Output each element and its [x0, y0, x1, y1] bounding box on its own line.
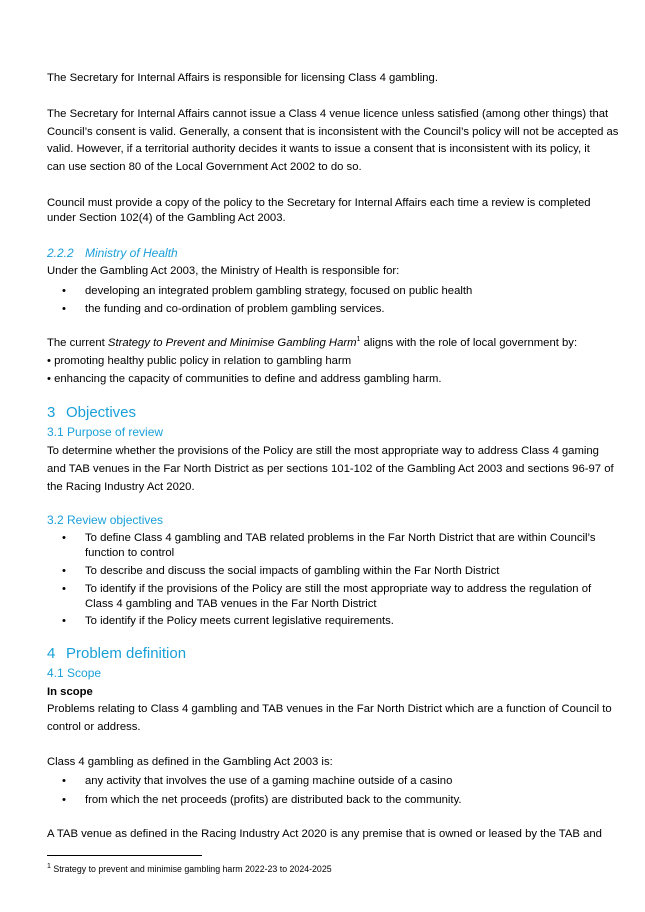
- paragraph-scope-line: Problems relating to Class 4 gambling and TAB venues in the Far North District which are a function of Council to: [47, 703, 612, 715]
- heading-title: Objectives: [66, 404, 137, 421]
- heading-title: Problem definition: [66, 645, 187, 662]
- bullet-marker: •: [62, 775, 66, 787]
- bullet-marker: •: [62, 615, 66, 627]
- bullet-marker: •: [62, 565, 66, 577]
- paragraph-scope-line: control or address.: [47, 721, 141, 733]
- bullet-marker: •: [62, 583, 66, 595]
- paragraph-consent-line: valid. However, if a territorial authority decides it wants to issue a consent that is inconsistent with its policy, it: [47, 143, 590, 155]
- paragraph-strategy: The current Strategy to Prevent and Minimise Gambling Harm$^1$ aligns with the role of local government by:: [47, 336, 578, 349]
- in-scope-label: In scope: [47, 686, 93, 698]
- paragraph-purpose-line: the Racing Industry Act 2020.: [47, 481, 195, 493]
- paragraph-purpose-line: To determine whether the provisions of the Policy are still the most appropriate way to address Class 4 gaming: [47, 445, 599, 457]
- heading-title: Ministry of Health: [85, 246, 178, 260]
- heading-3-2-review-objectives: 3.2 Review objectives: [47, 513, 164, 527]
- heading-number: 2.2.2: [47, 246, 74, 260]
- document-page: The Secretary for Internal Affairs is responsible for licensing Class 4 gambling. The Secretary for Internal Affairs cannot issue a Class 4 venue licence unless satisfied (among other things) that Council’s consent is valid. Generally, a consent that is inconsistent with the Council’s policy will not be accepted as valid. However, if a territorial authority decides it wants to issue a consent that is inconsistent with its policy, it can use section 80 of the Local Government Act 2002 to do so. Council must provide a copy of the policy to the Secretary for Internal Affairs each time a review is completed under Section 102(4) of the Gambling Act 2003. 2.2.2 Ministry of Health Under the Gambling Act 2003, the Ministry of Health is responsible for: • developing an integrated problem gambling strategy, focused on public health • the funding and co-ordination of problem gambling services. The current Strategy to Prevent and Minimise Gambling Harm$^1$ aligns with the role of local government by: • promoting healthy public policy in relation to gambling harm • enhancing the capacity of communities to define and address gambling harm. 3 Objectives 3.1 Purpose of review To determine whether the provisions of the Policy are still the most appropriate way to address Class 4 gaming and TAB venues in the Far North District as per sections 101-102 of the Gambling Act 2003 and sections 96-97 of the Racing Industry Act 2020. 3.2 Review objectives • To define Class 4 gambling and TAB related problems in the Far North District that are within Council’s function to control • To describe and discuss the social impacts of gambling within the Far North District • To identify if the provisions of the Policy are still the most appropriate way to address the regulation of Class 4 gambling and TAB venues in the Far North District • To identify if the Policy meets current legislative requirements. 4 Problem definition 4.1 Scope In scope Problems relating to Class 4 gambling and TAB venues in the Far North District which are a function of Council to control or address. Class 4 gambling as defined in the Gambling Act 2003 is: • any activity that involves the use of a gaming machine outside of a casino • from which the net proceeds (profits) are distributed back to the community. A TAB venue as defined in the Racing Industry Act 2020 is any premise that is owned or leased by the TAB and $^1$ Strategy to prevent and minimise gambling harm 2022-23 to 2024-2025: [47, 72, 619, 874]
- bullet-marker: •: [62, 303, 66, 315]
- paragraph-policy-copy-line: under Section 102(4) of the Gambling Act 2003.: [47, 212, 286, 224]
- bullet-marker: •: [62, 532, 66, 544]
- strategy-item: • enhancing the capacity of communities to define and address gambling harm.: [47, 373, 442, 385]
- strategy-item: • promoting healthy public policy in relation to gambling harm: [47, 355, 352, 367]
- heading-3-1-purpose: 3.1 Purpose of review: [47, 425, 164, 439]
- footnote-mark: 1: [47, 863, 51, 871]
- footnote-text: Strategy to prevent and minimise gambling harm 2022-23 to 2024-2025: [53, 864, 332, 874]
- strategy-title: Strategy to Prevent and Minimise Gambling Harm: [107, 337, 357, 349]
- paragraph-licensing: The Secretary for Internal Affairs is responsible for licensing Class 4 gambling.: [47, 72, 438, 84]
- footnote-ref: 1: [356, 336, 361, 344]
- heading-2-2-2: [47, 246, 178, 260]
- paragraph-tab-venue: A TAB venue as defined in the Racing Industry Act 2020 is any premise that is owned or leased by the TAB and: [47, 828, 602, 840]
- paragraph-consent-line: The Secretary for Internal Affairs cannot issue a Class 4 venue licence unless satisfied (among other things) that: [47, 108, 609, 120]
- paragraph-moh-intro: Under the Gambling Act 2003, the Ministry of Health is responsible for:: [47, 265, 400, 277]
- footnote: [47, 863, 332, 875]
- paragraph-consent-line: Council’s consent is valid. Generally, a consent that is inconsistent with the Council’s policy will not be accepted as: [47, 126, 619, 138]
- paragraph-policy-copy-line: Council must provide a copy of the policy to the Secretary for Internal Affairs each time a review is completed: [47, 197, 591, 209]
- bullet-marker: •: [62, 794, 66, 806]
- heading-number: 3: [47, 404, 56, 421]
- heading-3-objectives: [47, 404, 136, 421]
- footnote-divider: [47, 855, 202, 856]
- paragraph-class4-intro: Class 4 gambling as defined in the Gambling Act 2003 is:: [47, 756, 333, 768]
- paragraph-purpose-line: and TAB venues in the Far North District as per sections 101-102 of the Gambling Act 2003 and sections 96-97 of: [47, 463, 614, 475]
- heading-4-problem-definition: [47, 645, 186, 662]
- paragraph-consent-line: can use section 80 of the Local Government Act 2002 to do so.: [47, 161, 362, 173]
- bullet-marker: •: [62, 285, 66, 297]
- heading-number: 4: [47, 645, 56, 662]
- heading-4-1-scope: 4.1 Scope: [47, 666, 102, 680]
